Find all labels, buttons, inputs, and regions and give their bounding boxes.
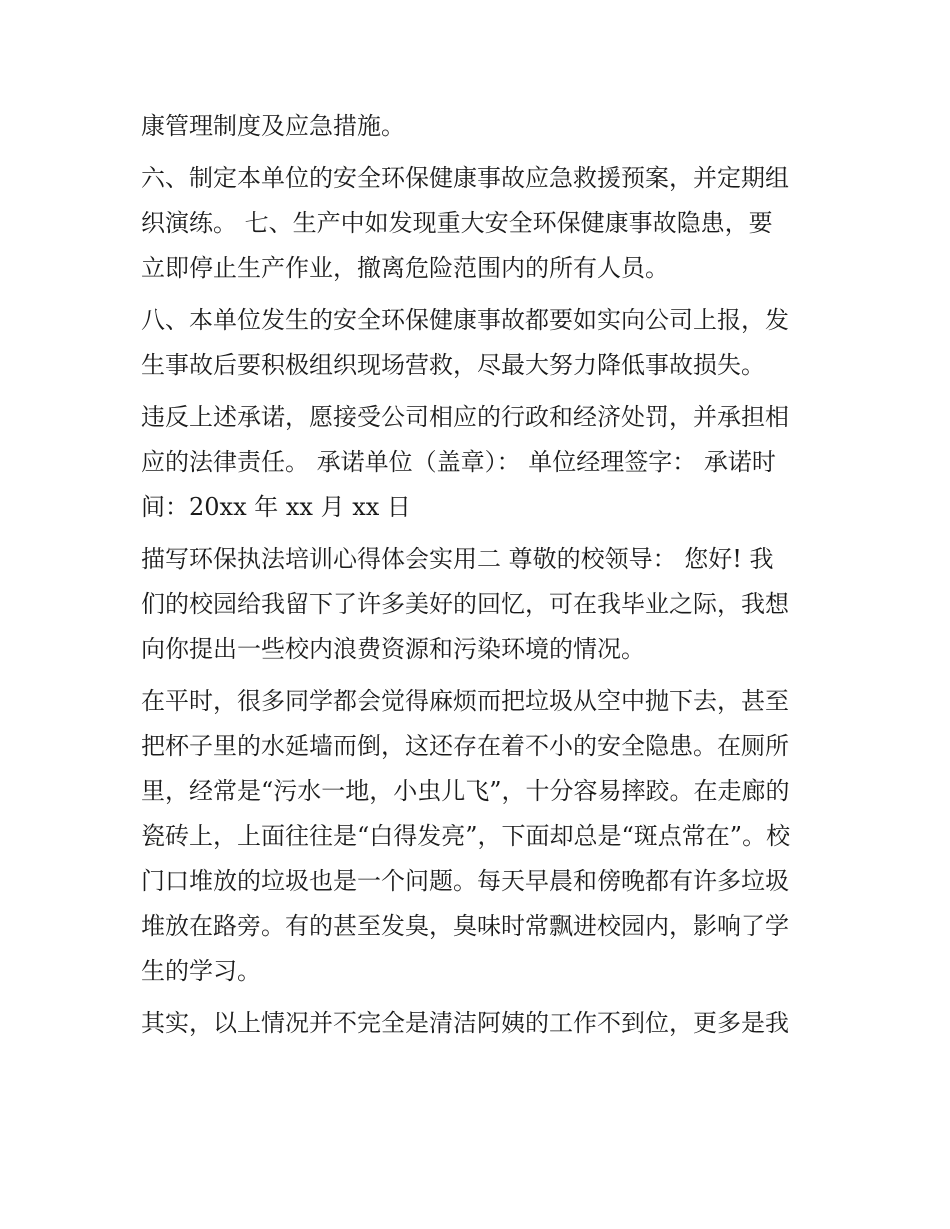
text-line: 康管理制度及应急措施。 <box>141 112 405 140</box>
document-body <box>141 104 821 1046</box>
text-line: 描写环保执法培训心得体会实用二 尊敬的校领导： 您好! 我 <box>141 545 774 573</box>
text-line: 八、本单位发生的安全环保健康事故都要如实向公司上报，发 <box>141 306 789 334</box>
paragraph <box>141 104 821 149</box>
text-line: 间：20xx 年 xx 月 xx 日 <box>141 493 411 521</box>
text-line: 应的法律责任。 承诺单位（盖章）： 单位经理签字： 承诺时 <box>141 448 776 476</box>
text-line: 里，经常是“污水一地，小虫儿飞”，十分容易摔跤。在走廊的 <box>141 777 790 805</box>
text-line: 把杯子里的水延墙而倒，这还存在着不小的安全隐患。在厕所 <box>141 732 789 760</box>
paragraph <box>141 1001 821 1046</box>
text-line: 六、制定本单位的安全环保健康事故应急救援预案，并定期组 <box>141 164 789 192</box>
text-line: 织演练。 七、生产中如发现重大安全环保健康事故隐患，要 <box>141 209 773 237</box>
paragraph <box>141 395 821 530</box>
text-line: 堆放在路旁。有的甚至发臭，臭味时常飘进校园内，影响了学 <box>141 912 789 940</box>
text-line: 其实，以上情况并不完全是清洁阿姨的工作不到位，更多是我 <box>141 1009 789 1037</box>
text-line: 立即停止生产作业，撤离危险范围内的所有人员。 <box>141 254 669 282</box>
text-line: 门口堆放的垃圾也是一个问题。每天早晨和傍晚都有许多垃圾 <box>141 867 789 895</box>
text-line: 在平时，很多同学都会觉得麻烦而把垃圾从空中抛下去，甚至 <box>141 687 789 715</box>
text-line: 们的校园给我留下了许多美好的回忆，可在我毕业之际，我想 <box>141 590 789 618</box>
text-line: 违反上述承诺，愿接受公司相应的行政和经济处罚，并承担相 <box>141 403 789 431</box>
text-line: 瓷砖上，上面往往是“白得发亮”，下面却总是“斑点常在”。校 <box>141 822 791 850</box>
text-line: 生的学习。 <box>141 957 261 985</box>
paragraph <box>141 537 821 672</box>
paragraph <box>141 679 821 994</box>
text-line: 向你提出一些校内浪费资源和污染环境的情况。 <box>141 635 645 663</box>
paragraph <box>141 298 821 388</box>
text-line: 生事故后要积极组织现场营救，尽最大努力降低事故损失。 <box>141 351 765 379</box>
paragraph <box>141 156 821 291</box>
